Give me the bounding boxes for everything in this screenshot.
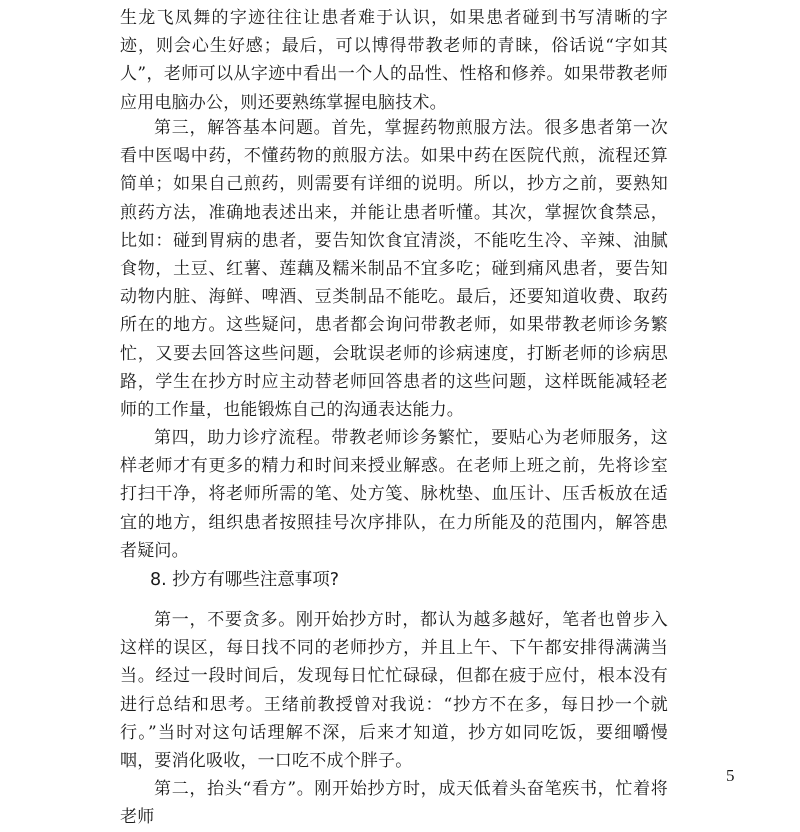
paragraph-continuation: 生龙飞凤舞的字迹往往让患者难于认识，如果患者碰到书写清晰的字迹，则会心生好感；最后，可以博得带教老师的青睐，俗话说“字如其人”，老师可以从字迹中看出一个人的品性、性格和修养。如果带教老师应用电脑办公，则还要熟练掌握电脑技术。 [120,8,668,113]
paragraph-first-point: 第一，不要贪多。刚开始抄方时，都认为越多越好，笔者也曾步入这样的误区，每日找不同的老师抄方，并且上午、下午都安排得满满当当。经过一段时间后，发现每日忙忙碌碌，但都在疲于应付，根本没有进行总结和思考。王绪前教授曾对我说：“抄方不在多，每日抄一个就行。”当时对这句话理解不深，后来才知道，抄方如同吃饭，要细嚼慢咽，要消化吸收，一口吃不成个胖子。 [120,610,668,772]
section-body [120,606,668,832]
paragraph-second-point: 第二，抬头“看方”。刚开始抄方时，成天低着头奋笔疾书，忙着将老师 [120,779,668,828]
section-heading: 8. 抄方有哪些注意事项? [150,570,340,590]
paragraph-fourth-point: 第四，助力诊疗流程。带教老师诊务繁忙，要贴心为老师服务，这样老师才有更多的精力和时间来授业解惑。在老师上班之前，先将诊室打扫干净，将老师所需的笔、处方笺、脉枕垫、血压计、压舌板放在适宜的地方，组织患者按照挂号次序排队，在力所能及的范围内，解答患者疑问。 [120,428,668,561]
page-number: 5 [726,766,735,785]
paragraph-third-point: 第三，解答基本问题。首先，掌握药物煎服方法。很多患者第一次看中医喝中药，不懂药物的煎服方法。如果中药在医院代煎，流程还算简单；如果自己煎药，则需要有详细的说明。所以，抄方之前，要熟知煎药方法，准确地表述出来，并能让患者听懂。其次，掌握饮食禁忌，比如：碰到胃病的患者，要告知饮食宜清淡，不能吃生冷、辛辣、油腻食物，土豆、红薯、莲藕及糯米制品不宜多吃；碰到痛风患者，要告知动物内脏、海鲜、啤酒、豆类制品不能吃。最后，还要知道收费、取药所在的地方。这些疑问，患者都会询问带教老师，如果带教老师诊务繁忙，又要去回答这些问题，会耽误老师的诊病速度，打断老师的诊病思路，学生在抄方时应主动替老师回答患者的这些问题，这样既能减轻老师的工作量，也能锻炼自己的沟通表达能力。 [120,118,668,421]
